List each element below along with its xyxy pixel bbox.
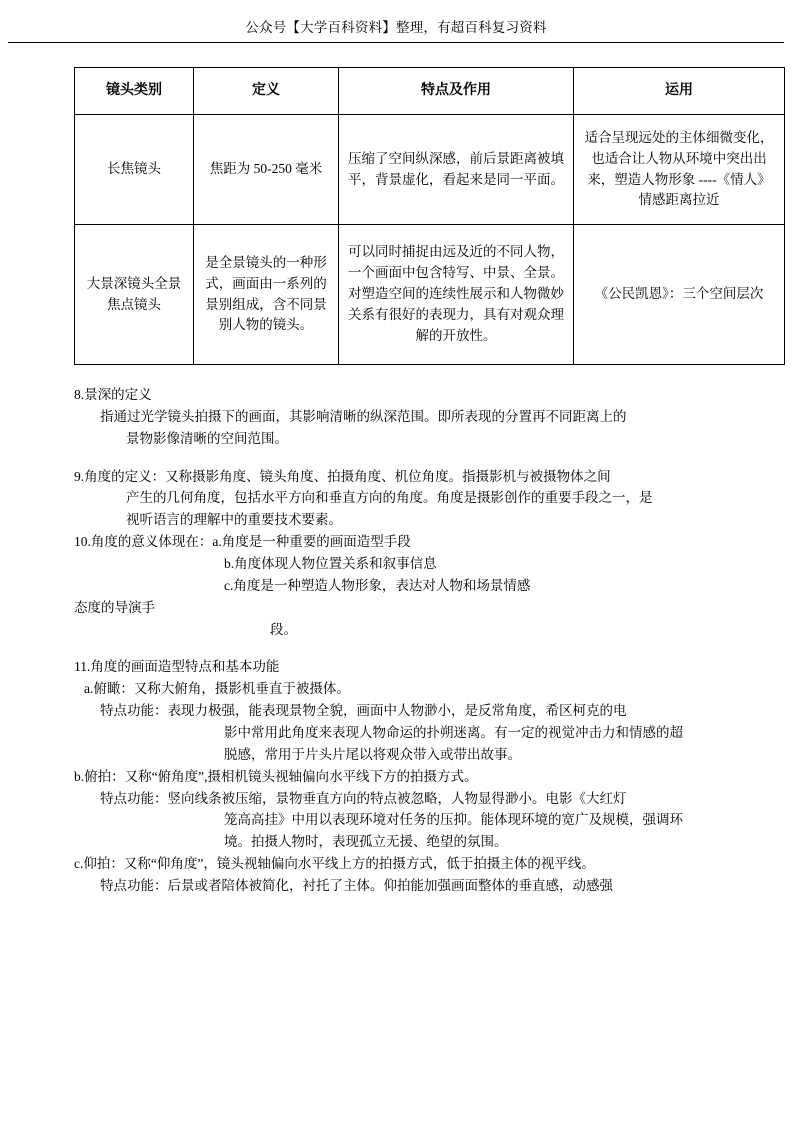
table-row (75, 225, 785, 365)
item11-a-line2: 特点功能：表现力极强，能表现景物全貌，画面中人物渺小，是反常角度，希区柯克的电 (100, 703, 627, 719)
table-body (75, 115, 785, 365)
item11-b-line3: 笼高高挂》中用以表现环境对任务的压抑。能体现环境的宽广及规模，强调环 (224, 812, 683, 828)
table-header-cell: 定义 (194, 68, 339, 115)
item11-a-line3: 影中常用此角度来表现人物命运的扑朔迷离。有一定的视觉冲击力和情感的超 (224, 725, 683, 741)
document-content (0, 67, 792, 897)
item8-line2: 景物影像清晰的空间范围。 (126, 430, 288, 446)
table-header-cell: 运用 (574, 68, 785, 115)
table-cell-definition: 是全景镜头的一种形式，画面由一系列的景别组成，含不同景别人物的镜头。 (194, 225, 339, 365)
item8-line1: 指通过光学镜头拍摄下的画面，其影响清晰的纵深范围。即所表现的分置再不同距离上的 (100, 408, 627, 424)
item10-line5: 段。 (270, 621, 297, 637)
spacer (74, 365, 718, 375)
lens-types-table (74, 67, 785, 365)
table-row (75, 115, 785, 225)
table-header-cell: 镜头类别 (75, 68, 194, 115)
item11-b-line1: b.俯拍：又称“俯角度”,摄相机镜头视轴偏向水平线下方的拍摄方式。 (74, 768, 478, 784)
table-cell-features: 压缩了空间纵深感，前后景距离被填平，背景虚化，看起来是同一平面。 (339, 115, 574, 225)
table-header-cell: 特点及作用 (339, 68, 574, 115)
page-header (0, 0, 792, 42)
item11-a-line4: 脱感，常用于片头片尾以将观众带入或带出故事。 (224, 746, 521, 762)
table-cell-category: 长焦镜头 (75, 115, 194, 225)
table-cell-usage: 《公民凯恩》：三个空间层次 (574, 225, 785, 365)
item11-title: 11.角度的画面造型特点和基本功能 (74, 659, 280, 675)
item8-title: 8.景深的定义 (74, 387, 152, 402)
item11-a-line1: a.俯瞰：又称大俯角，摄影机垂直于被摄体。 (84, 681, 350, 697)
header-text: 公众号【大学百科资料】整理，有超百科复习资料 (245, 20, 547, 35)
item9-line2: 产生的几何角度，包括水平方向和垂直方向的角度。角度是摄影创作的重要手段之一，是 (126, 490, 653, 506)
item11-b-line2: 特点功能：竖向线条被压缩，景物垂直方向的特点被忽略，人物显得渺小。电影《大红灯 (100, 790, 627, 806)
table-header-row (75, 68, 785, 115)
item10-line3: c.角度是一种塑造人物形象，表达对人物和场景情感 (224, 577, 531, 593)
item10-line1: 10.角度的意义体现在：a.角度是一种重要的画面造型手段 (74, 534, 411, 550)
table-cell-usage: 适合呈现远处的主体细微变化，也适合让人物从环境中突出出来，塑造人物形象 ----《情人》情感距离拉近 (574, 115, 785, 225)
item9-line3: 视听语言的理解中的重要技术要素。 (126, 512, 342, 528)
header-divider (8, 42, 784, 43)
item11-c-line2: 特点功能：后景或者陪体被简化，衬托了主体。仰拍能加强画面整体的垂直感，动感强 (100, 878, 613, 894)
table-cell-definition: 焦距为 50-250 毫米 (194, 115, 339, 225)
spacer (74, 450, 718, 466)
table-cell-category: 大景深镜头全景焦点镜头 (75, 225, 194, 365)
item9-line1: 9.角度的定义：又称摄影角度、镜头角度、拍摄角度、机位角度。指摄影机与被摄物体之间 (74, 468, 611, 484)
item10-line4: 态度的导演手 (74, 599, 155, 615)
item11-b-line4: 境。拍摄人物时，表现孤立无援、绝望的氛围。 (224, 834, 508, 850)
item11-c-line1: c.仰拍：又称“仰角度”，镜头视轴偏向水平线上方的拍摄方式，低于拍摄主体的视平线。 (74, 856, 595, 872)
table-cell-features: 可以同时捕捉由远及近的不同人物，一个画面中包含特写、中景、全景。对塑造空间的连续性展示和人物微妙关系有很好的表现力，具有对观众理解的开放性。 (339, 225, 574, 365)
table-head (75, 68, 785, 115)
item10-line2: b.角度体现人物位置关系和叙事信息 (224, 556, 437, 572)
spacer (74, 640, 718, 656)
